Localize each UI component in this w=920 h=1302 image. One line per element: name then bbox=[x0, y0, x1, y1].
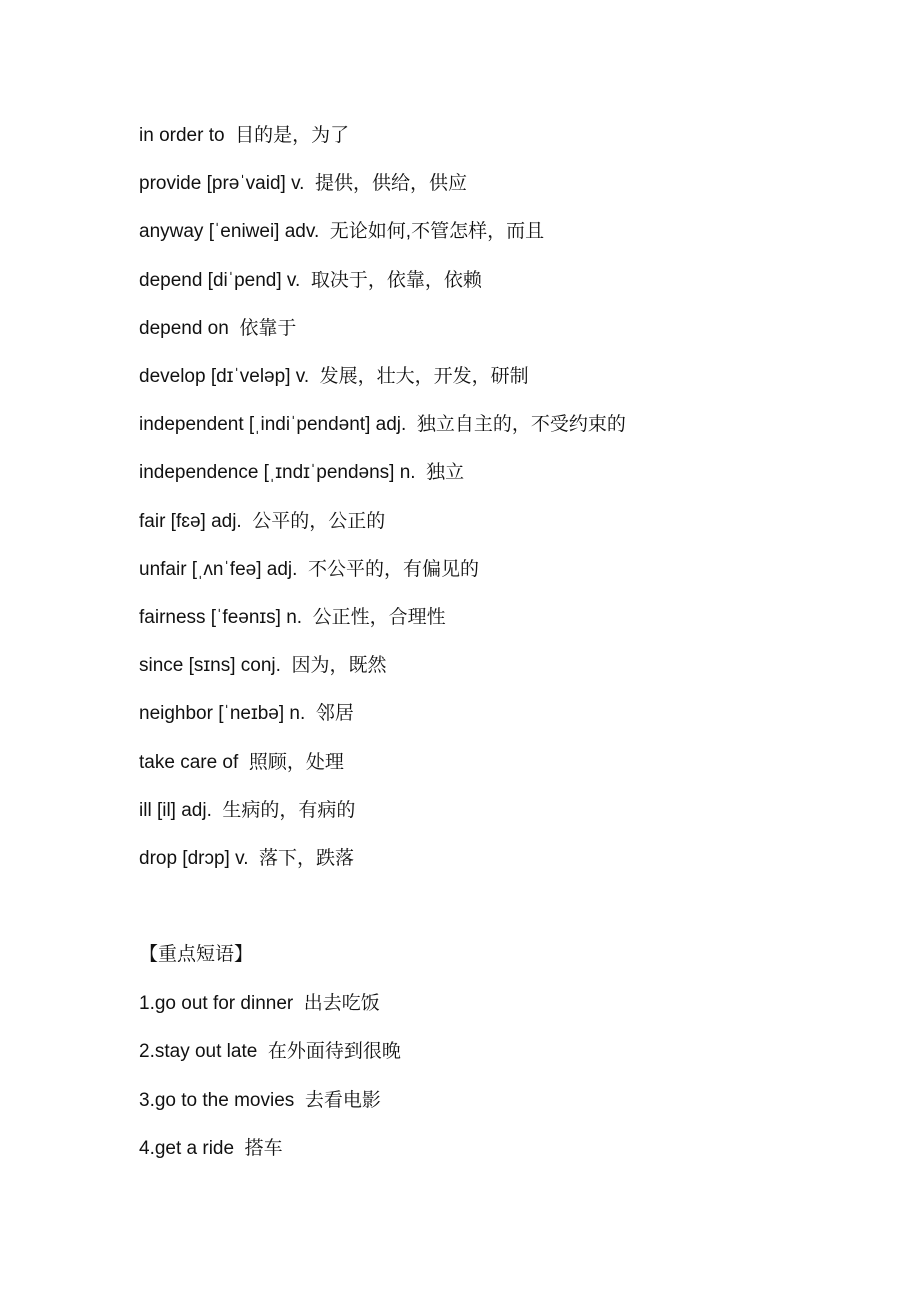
phrase-entry: 4.get a ride 搭车 bbox=[139, 1137, 283, 1159]
vocabulary-entry: depend [diˈpend] v. 取决于，依靠，依赖 bbox=[139, 269, 482, 291]
phrase-entry: 3.go to the movies 去看电影 bbox=[139, 1089, 381, 1111]
vocabulary-entry: independent [ˌindiˈpendənt] adj. 独立自主的，不受约束的 bbox=[139, 414, 626, 436]
vocabulary-entry: independence [ˌɪndɪˈpendəns] n. 独立 bbox=[139, 462, 465, 484]
vocabulary-entry: neighbor [ˈneɪbə] n. 邻居 bbox=[139, 703, 354, 725]
vocabulary-entry: in order to 目的是，为了 bbox=[139, 125, 350, 146]
phrase-entry: 2.stay out late 在外面待到很晚 bbox=[139, 1041, 401, 1063]
vocabulary-entry: anyway [ˈeniwei] adv. 无论如何,不管怎样，而且 bbox=[139, 221, 545, 243]
vocabulary-entry: fairness [ˈfeənɪs] n. 公正性，合理性 bbox=[139, 607, 446, 628]
section-heading: 【重点短语】 bbox=[139, 944, 254, 965]
vocabulary-entry: drop [drɔp] v. 落下，跌落 bbox=[139, 848, 355, 869]
vocabulary-entry: fair [fɛə] adj. 公平的，公正的 bbox=[139, 510, 386, 532]
vocabulary-entry: depend on 依靠于 bbox=[139, 317, 297, 339]
phrase-entry: 1.go out for dinner 出去吃饭 bbox=[139, 993, 380, 1014]
vocabulary-entry: since [sɪns] conj. 因为，既然 bbox=[139, 655, 387, 677]
vocabulary-entry: provide [prəˈvaid] v. 提供，供给，供应 bbox=[139, 173, 468, 195]
vocabulary-entry: develop [dɪˈveləp] v. 发展，壮大，开发，研制 bbox=[139, 366, 529, 387]
vocabulary-entry: ill [il] adj. 生病的，有病的 bbox=[139, 799, 356, 821]
vocabulary-entry: unfair [ˌʌnˈfeə] adj. 不公平的，有偏见的 bbox=[139, 558, 479, 580]
vocabulary-entry: take care of 照顾，处理 bbox=[139, 751, 344, 773]
